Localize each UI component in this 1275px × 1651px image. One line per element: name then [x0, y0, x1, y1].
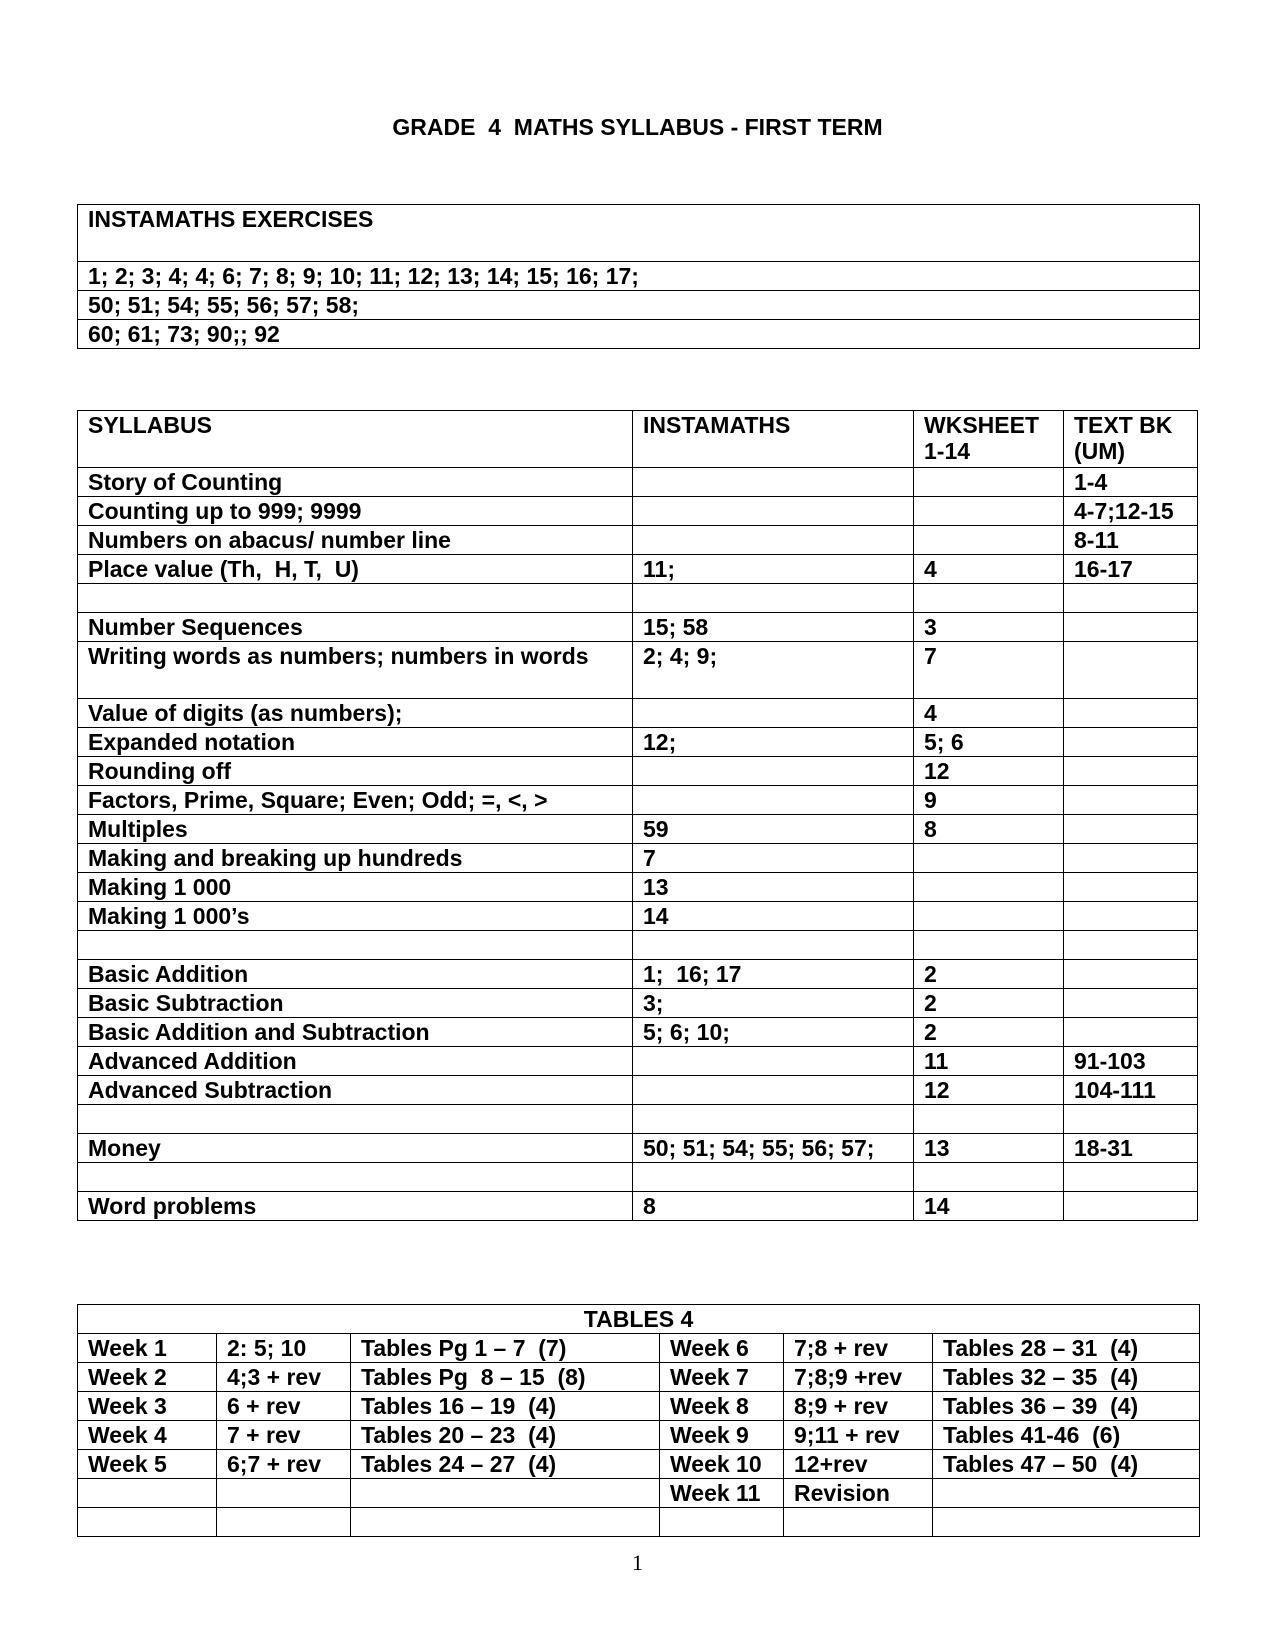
syllabus-cell: 15; 58 — [633, 613, 914, 642]
syllabus-cell — [1064, 815, 1198, 844]
tables4-cell — [217, 1479, 351, 1508]
syllabus-cell — [1064, 844, 1198, 873]
tables4-cell: 2: 5; 10 — [217, 1334, 351, 1363]
syllabus-cell — [633, 931, 914, 960]
syllabus-cell — [1064, 584, 1198, 613]
table-row — [78, 1421, 1200, 1450]
syllabus-cell — [633, 786, 914, 815]
tables4-cell: Week 11 — [660, 1479, 784, 1508]
tables4-cell: 8;9 + rev — [784, 1392, 933, 1421]
syllabus-cell — [633, 1163, 914, 1192]
syllabus-cell: 50; 51; 54; 55; 56; 57; — [633, 1134, 914, 1163]
syllabus-cell — [1064, 960, 1198, 989]
syllabus-cell — [914, 526, 1064, 555]
syllabus-cell — [1064, 902, 1198, 931]
tables4-cell: Week 4 — [78, 1421, 217, 1450]
tables4-cell: 4;3 + rev — [217, 1363, 351, 1392]
table-row — [78, 1479, 1200, 1508]
syllabus-cell: 14 — [633, 902, 914, 931]
tables4-cell: Tables Pg 8 – 15 (8) — [351, 1363, 660, 1392]
syllabus-cell — [633, 468, 914, 497]
syllabus-cell — [633, 1105, 914, 1134]
syllabus-cell — [1064, 931, 1198, 960]
syllabus-cell: 12; — [633, 728, 914, 757]
syllabus-cell — [1064, 786, 1198, 815]
syllabus-cell — [78, 931, 633, 960]
syllabus-cell — [633, 757, 914, 786]
syllabus-cell — [1064, 642, 1198, 699]
table-row — [78, 468, 1198, 497]
syllabus-cell: Advanced Subtraction — [78, 1076, 633, 1105]
syllabus-cell: 2 — [914, 960, 1064, 989]
table-row — [78, 1076, 1198, 1105]
syllabus-cell — [633, 699, 914, 728]
syllabus-cell — [914, 1105, 1064, 1134]
tables4-cell: Week 2 — [78, 1363, 217, 1392]
syllabus-cell — [1064, 1163, 1198, 1192]
syllabus-cell: 13 — [633, 873, 914, 902]
syllabus-cell: Counting up to 999; 9999 — [78, 497, 633, 526]
exercises-row: 50; 51; 54; 55; 56; 57; 58; — [78, 291, 1200, 320]
table-row — [78, 613, 1198, 642]
tables4-cell — [78, 1508, 217, 1537]
tables4-cell: Tables 16 – 19 (4) — [351, 1392, 660, 1421]
tables4-cell: Tables Pg 1 – 7 (7) — [351, 1334, 660, 1363]
table-row — [78, 526, 1198, 555]
tables4-cell: Week 10 — [660, 1450, 784, 1479]
syllabus-cell: Expanded notation — [78, 728, 633, 757]
syllabus-cell — [78, 1163, 633, 1192]
syllabus-cell: Numbers on abacus/ number line — [78, 526, 633, 555]
table-row — [78, 844, 1198, 873]
table-row — [78, 642, 1198, 699]
table-row — [78, 786, 1198, 815]
syllabus-cell — [914, 902, 1064, 931]
syllabus-cell: 2 — [914, 989, 1064, 1018]
syllabus-cell: Making 1 000’s — [78, 902, 633, 931]
table-row — [78, 1508, 1200, 1537]
syllabus-cell: Multiples — [78, 815, 633, 844]
syllabus-cell — [1064, 989, 1198, 1018]
syllabus-cell: 3 — [914, 613, 1064, 642]
syllabus-table — [77, 410, 1198, 1221]
syllabus-cell: Word problems — [78, 1192, 633, 1221]
tables4-cell — [784, 1508, 933, 1537]
tables4-cell: Tables 36 – 39 (4) — [933, 1392, 1200, 1421]
syllabus-cell: Number Sequences — [78, 613, 633, 642]
syllabus-cell — [1064, 1105, 1198, 1134]
syllabus-cell: Basic Subtraction — [78, 989, 633, 1018]
tables4-cell: Week 1 — [78, 1334, 217, 1363]
syllabus-cell — [1064, 613, 1198, 642]
syllabus-cell: 4 — [914, 555, 1064, 584]
syllabus-header-cell: SYLLABUS — [78, 411, 633, 468]
table-row — [78, 1105, 1198, 1134]
table-row — [78, 989, 1198, 1018]
table-row — [78, 757, 1198, 786]
table-row — [78, 931, 1198, 960]
tables4-cell: 6 + rev — [217, 1392, 351, 1421]
tables4-cell: 7 + rev — [217, 1421, 351, 1450]
tables4-cell: 7;8;9 +rev — [784, 1363, 933, 1392]
syllabus-cell: 1-4 — [1064, 468, 1198, 497]
page-title: GRADE 4 MATHS SYLLABUS - FIRST TERM — [392, 114, 883, 140]
syllabus-cell: Rounding off — [78, 757, 633, 786]
tables4-cell — [660, 1508, 784, 1537]
syllabus-cell: 5; 6; 10; — [633, 1018, 914, 1047]
tables4-cell: 6;7 + rev — [217, 1450, 351, 1479]
syllabus-cell: 8 — [914, 815, 1064, 844]
syllabus-cell: Story of Counting — [78, 468, 633, 497]
tables4-cell: Tables 28 – 31 (4) — [933, 1334, 1200, 1363]
syllabus-cell: Basic Addition and Subtraction — [78, 1018, 633, 1047]
tables4-cell: Week 8 — [660, 1392, 784, 1421]
syllabus-cell: Writing words as numbers; numbers in words — [78, 642, 633, 699]
syllabus-cell: 8 — [633, 1192, 914, 1221]
syllabus-cell — [633, 1047, 914, 1076]
syllabus-cell: 59 — [633, 815, 914, 844]
table-row — [78, 699, 1198, 728]
tables4-cell: 7;8 + rev — [784, 1334, 933, 1363]
syllabus-cell — [914, 844, 1064, 873]
table-row — [78, 1392, 1200, 1421]
syllabus-cell: 1; 16; 17 — [633, 960, 914, 989]
syllabus-header-row — [78, 411, 1198, 468]
syllabus-cell — [633, 497, 914, 526]
table-row — [78, 1163, 1198, 1192]
syllabus-cell: 13 — [914, 1134, 1064, 1163]
tables4-cell: Week 5 — [78, 1450, 217, 1479]
tables4-cell: Revision — [784, 1479, 933, 1508]
exercises-row: 60; 61; 73; 90;; 92 — [78, 320, 1200, 349]
syllabus-header-cell: WKSHEET 1-14 — [914, 411, 1064, 468]
syllabus-cell: Making 1 000 — [78, 873, 633, 902]
syllabus-cell: 12 — [914, 757, 1064, 786]
syllabus-cell: 91-103 — [1064, 1047, 1198, 1076]
table-row — [78, 584, 1198, 613]
syllabus-cell: 7 — [914, 642, 1064, 699]
syllabus-header-cell: TEXT BK (UM) — [1064, 411, 1198, 468]
table-row — [78, 1334, 1200, 1363]
syllabus-cell: 8-11 — [1064, 526, 1198, 555]
syllabus-cell: Place value (Th, H, T, U) — [78, 555, 633, 584]
tables4-cell: Tables 24 – 27 (4) — [351, 1450, 660, 1479]
syllabus-cell — [914, 468, 1064, 497]
page-number: 1 — [632, 1550, 643, 1575]
syllabus-cell: Making and breaking up hundreds — [78, 844, 633, 873]
syllabus-cell — [1064, 1192, 1198, 1221]
table-row — [78, 960, 1198, 989]
syllabus-cell: 5; 6 — [914, 728, 1064, 757]
tables4-header-row — [78, 1305, 1200, 1334]
syllabus-cell: 2; 4; 9; — [633, 642, 914, 699]
syllabus-cell — [78, 584, 633, 613]
table-row — [78, 815, 1198, 844]
syllabus-cell: 7 — [633, 844, 914, 873]
table-row — [78, 1134, 1198, 1163]
tables4-cell — [933, 1508, 1200, 1537]
syllabus-cell — [914, 584, 1064, 613]
table-row — [78, 902, 1198, 931]
syllabus-cell: 9 — [914, 786, 1064, 815]
tables4-header: TABLES 4 — [78, 1305, 1200, 1334]
tables4-cell: Week 9 — [660, 1421, 784, 1450]
tables4-cell: Tables 47 – 50 (4) — [933, 1450, 1200, 1479]
tables4-cell — [351, 1479, 660, 1508]
table-row — [78, 1192, 1198, 1221]
table-row — [78, 1450, 1200, 1479]
table-row — [78, 1018, 1198, 1047]
syllabus-cell — [633, 526, 914, 555]
syllabus-cell: Money — [78, 1134, 633, 1163]
tables4-cell: 12+rev — [784, 1450, 933, 1479]
exercises-row: 1; 2; 3; 4; 4; 6; 7; 8; 9; 10; 11; 12; 13; 14; 15; 16; 17; — [78, 262, 1200, 291]
syllabus-cell — [1064, 873, 1198, 902]
tables4-cell — [217, 1508, 351, 1537]
syllabus-cell — [1064, 699, 1198, 728]
syllabus-header-cell: INSTAMATHS — [633, 411, 914, 468]
syllabus-cell: 3; — [633, 989, 914, 1018]
table-row — [78, 1047, 1198, 1076]
syllabus-cell: Advanced Addition — [78, 1047, 633, 1076]
syllabus-cell — [914, 497, 1064, 526]
syllabus-cell: Value of digits (as numbers); — [78, 699, 633, 728]
syllabus-cell: 11; — [633, 555, 914, 584]
syllabus-cell: 2 — [914, 1018, 1064, 1047]
tables4-cell — [78, 1479, 217, 1508]
syllabus-cell: 18-31 — [1064, 1134, 1198, 1163]
syllabus-cell — [1064, 728, 1198, 757]
table-row — [78, 555, 1198, 584]
instamaths-exercises-table — [77, 204, 1200, 349]
table-row — [78, 873, 1198, 902]
tables4-cell: 9;11 + rev — [784, 1421, 933, 1450]
syllabus-cell: 4 — [914, 699, 1064, 728]
tables4-cell: Tables 20 – 23 (4) — [351, 1421, 660, 1450]
tables4-cell: Week 3 — [78, 1392, 217, 1421]
syllabus-cell — [78, 1105, 633, 1134]
syllabus-cell — [914, 873, 1064, 902]
instamaths-exercises-header: INSTAMATHS EXERCISES — [78, 205, 1200, 262]
table-row — [78, 728, 1198, 757]
syllabus-cell: 11 — [914, 1047, 1064, 1076]
syllabus-cell — [633, 1076, 914, 1105]
table-row — [78, 497, 1198, 526]
tables4-cell: Week 7 — [660, 1363, 784, 1392]
syllabus-cell: 16-17 — [1064, 555, 1198, 584]
tables4-cell — [933, 1479, 1200, 1508]
tables4-cell: Tables 41-46 (6) — [933, 1421, 1200, 1450]
tables4-cell — [351, 1508, 660, 1537]
syllabus-cell: Basic Addition — [78, 960, 633, 989]
syllabus-cell: Factors, Prime, Square; Even; Odd; =, <, > — [78, 786, 633, 815]
syllabus-cell — [633, 584, 914, 613]
syllabus-cell: 14 — [914, 1192, 1064, 1221]
syllabus-cell: 104-111 — [1064, 1076, 1198, 1105]
tables4-cell: Week 6 — [660, 1334, 784, 1363]
tables4-table — [77, 1304, 1200, 1537]
table-row — [78, 1363, 1200, 1392]
syllabus-cell — [1064, 757, 1198, 786]
syllabus-cell: 12 — [914, 1076, 1064, 1105]
syllabus-cell: 4-7;12-15 — [1064, 497, 1198, 526]
syllabus-cell — [1064, 1018, 1198, 1047]
syllabus-cell — [914, 931, 1064, 960]
tables4-cell: Tables 32 – 35 (4) — [933, 1363, 1200, 1392]
syllabus-cell — [914, 1163, 1064, 1192]
